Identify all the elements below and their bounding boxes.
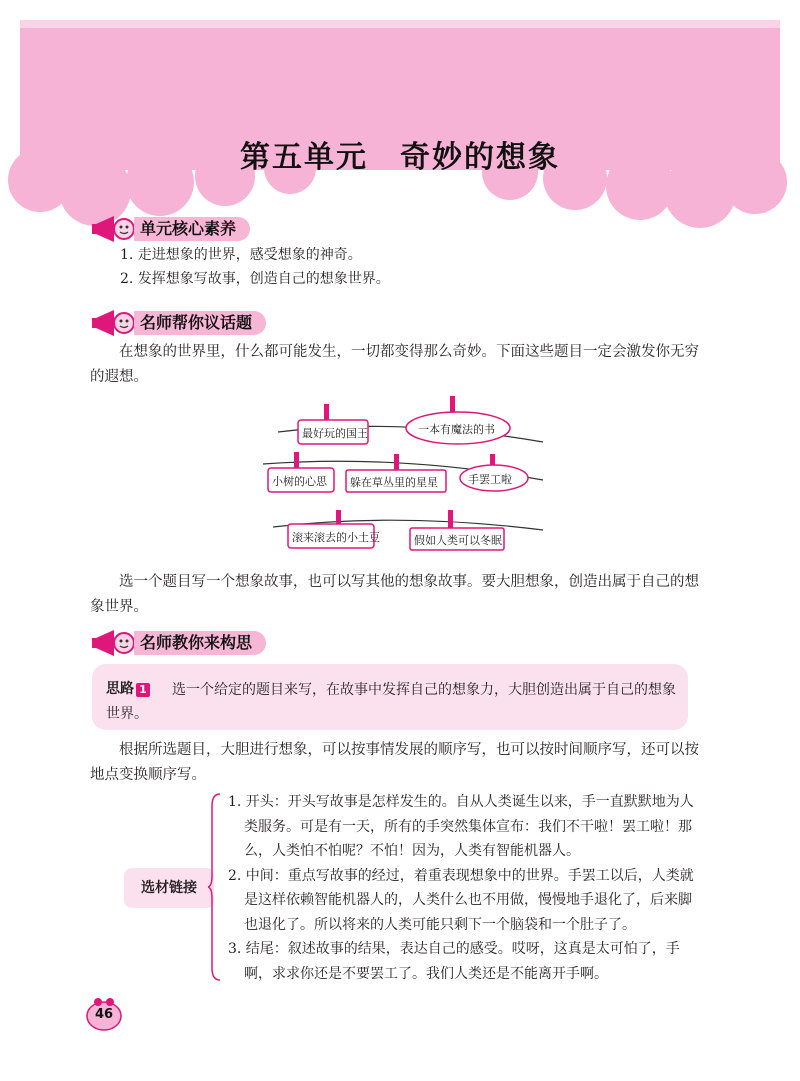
section-label: 单元核心素养 (134, 217, 250, 241)
megaphone-icon (92, 306, 136, 340)
topic-card: 滚来滚去的小土豆 (292, 531, 380, 544)
topics-illustration (258, 392, 548, 564)
topic-card: 一本有魔法的书 (418, 423, 495, 436)
tip-box (92, 664, 688, 730)
tip-label-text: 思路 (106, 681, 134, 697)
topic-card: 躲在草丛里的星星 (350, 476, 438, 489)
tip-label (106, 678, 150, 698)
topic-card: 最好玩的国王 (302, 427, 368, 440)
core-literacy-item-1: 1. 走进想象的世界，感受想象的神奇。 (120, 247, 362, 263)
topic-intro: 在想象的世界里，什么都可能发生，一切都变得那么奇妙。下面这些题目一定会激发你无穷的遐想。 (90, 344, 699, 385)
list-item: 2. 中间：重点写故事的经过，着重表现想象中的世界。手罢工以后，人类就是这样依赖智能机器人的，人类什么也不用做，慢慢地手退化了，后来脚也退化了。所以将来的人类可能只剩下一个脑袋和一个肚子了。 (228, 867, 694, 933)
material-link-list (228, 790, 698, 986)
section-topics-header (92, 306, 292, 340)
topic-card: 小树的心思 (272, 475, 327, 488)
topic-card: 手罢工啦 (468, 473, 512, 486)
page-number: 46 (94, 1007, 114, 1022)
section-label: 名师教你来构思 (134, 631, 266, 655)
topic-card: 假如人类可以冬眠 (414, 534, 502, 547)
topic-outro: 选一个题目写一个想象故事，也可以写其他的想象故事。要大胆想象，创造出属于自己的想象世界。 (90, 574, 699, 615)
core-literacy-item-2: 2. 发挥想象写故事，创造自己的想象世界。 (120, 271, 390, 287)
brace-icon (208, 792, 222, 982)
page-number-badge (84, 996, 124, 1032)
section-conception-header (92, 626, 292, 660)
material-link-label: 选材链接 (124, 868, 214, 908)
tip-number-badge: 1 (136, 683, 150, 697)
header-cloud-background (0, 0, 800, 230)
tip-text: 选一个给定的题目来写，在故事中发挥自己的想象力，大胆创造出属于自己的想象世界。 (106, 682, 676, 722)
section-core-literacy-header (92, 212, 292, 246)
section-label: 名师帮你议话题 (134, 311, 266, 335)
list-item: 3. 结尾：叙述故事的结果，表达自己的感受。哎呀，这真是太可怕了，手啊，求求你还是不要罢工了。我们人类还是不能离开手啊。 (228, 941, 680, 982)
sequence-intro: 根据所选题目，大胆进行想象，可以按事情发展的顺序写，也可以按时间顺序写，还可以按地点变换顺序写。 (90, 742, 699, 783)
list-item: 1. 开头：开头写故事是怎样发生的。自从人类诞生以来，手一直默默地为人类服务。可是有一天，所有的手突然集体宣布：我们不干啦！罢工啦！那么，人类怕不怕呢？不怕！因为，人类有智能机器人。 (228, 794, 694, 859)
megaphone-icon (92, 626, 136, 660)
megaphone-icon (92, 212, 136, 246)
page-title: 第五单元 奇妙的想象 (240, 140, 560, 175)
